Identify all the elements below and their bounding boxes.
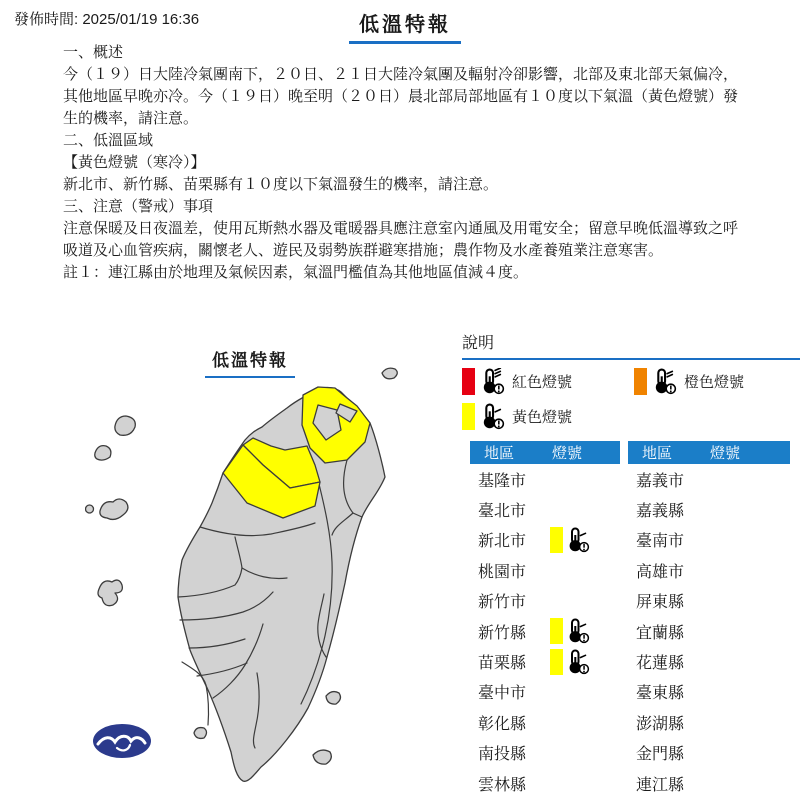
section2-heading: 二、低溫區域 bbox=[63, 132, 154, 149]
table-row bbox=[628, 464, 790, 494]
region-label: 南投縣 bbox=[478, 746, 527, 764]
table-row bbox=[470, 494, 620, 524]
section3-body: 注意保暖及日夜溫差，使用瓦斯熱水器及電暖器具應注意室內通風及用電安全；留意早晚低溫導致之呼吸道及心血管疾病，關懷老人、遊民及弱勢族群避寒措施；農作物及水產養殖業注意寒害。 bbox=[63, 220, 739, 259]
page-title: 低溫特報 bbox=[349, 8, 461, 44]
green-island bbox=[326, 692, 340, 705]
table-row bbox=[470, 677, 620, 707]
section2-body: 新北市、新竹縣、苗栗縣有１０度以下氣溫發生的機率，請注意。 bbox=[63, 176, 499, 193]
table-row bbox=[628, 677, 790, 707]
region-table-left bbox=[470, 441, 620, 798]
yellow-signal-swatch bbox=[550, 649, 563, 675]
region-label: 彰化縣 bbox=[478, 715, 527, 733]
signal-cell bbox=[550, 527, 590, 553]
section3-heading: 三、注意（警戒）事項 bbox=[63, 198, 214, 215]
region-label: 臺東縣 bbox=[636, 685, 685, 703]
region-label: 金門縣 bbox=[636, 746, 685, 764]
region-label: 花蓮縣 bbox=[636, 655, 685, 673]
taiwan-map bbox=[85, 330, 455, 810]
legend-item-red-signal bbox=[462, 367, 634, 395]
legend-heading: 說明 bbox=[462, 330, 800, 360]
cwb-logo bbox=[93, 724, 151, 758]
region-label: 臺南市 bbox=[636, 533, 685, 551]
thermometer-icon bbox=[650, 368, 677, 395]
table-row bbox=[470, 738, 620, 768]
column-signal: 燈號 bbox=[552, 445, 583, 462]
region-label: 臺中市 bbox=[478, 685, 527, 703]
region-label: 新竹市 bbox=[478, 594, 527, 612]
thermometer-icon bbox=[478, 403, 505, 430]
yellow-signal-swatch bbox=[550, 618, 563, 644]
legend-item-label: 橙色燈號 bbox=[684, 373, 745, 391]
yellow-signal-swatch bbox=[462, 403, 475, 430]
region-label: 嘉義縣 bbox=[636, 503, 685, 521]
section2-subheading: 【黃色燈號（寒冷）】 bbox=[63, 154, 206, 171]
legend-panel bbox=[462, 330, 800, 798]
region-label: 屏東縣 bbox=[636, 594, 685, 612]
signal-cell bbox=[550, 618, 590, 644]
table-row bbox=[628, 555, 790, 585]
table-header bbox=[470, 441, 620, 464]
table-row bbox=[470, 616, 620, 646]
region-label: 基隆市 bbox=[478, 472, 527, 490]
table-row bbox=[628, 586, 790, 616]
table-row bbox=[628, 616, 790, 646]
region-label: 連江縣 bbox=[636, 776, 685, 794]
column-region: 地區 bbox=[484, 445, 515, 462]
region-label: 新竹縣 bbox=[478, 624, 527, 642]
table-row bbox=[628, 707, 790, 737]
map-title: 低溫特報 bbox=[205, 346, 295, 378]
region-label: 新北市 bbox=[478, 533, 527, 551]
thermometer-icon bbox=[564, 649, 590, 675]
kinmen-islet bbox=[86, 505, 94, 513]
region-label: 澎湖縣 bbox=[636, 715, 685, 733]
legend-item-label: 黃色燈號 bbox=[512, 408, 573, 426]
table-row bbox=[628, 646, 790, 676]
table-header bbox=[628, 441, 790, 464]
region-label: 臺北市 bbox=[478, 503, 527, 521]
table-row bbox=[470, 586, 620, 616]
orchid-island bbox=[313, 750, 331, 764]
table-row bbox=[470, 707, 620, 737]
thermometer-icon bbox=[564, 618, 590, 644]
region-label: 高雄市 bbox=[636, 563, 685, 581]
published-time: 發佈時間: 2025/01/19 16:36 bbox=[14, 11, 200, 28]
thermometer-icon bbox=[478, 368, 505, 395]
region-table-right bbox=[628, 441, 790, 798]
table-row bbox=[470, 646, 620, 676]
advisory-text bbox=[63, 42, 749, 284]
region-label: 桃園市 bbox=[478, 563, 527, 581]
signal-cell bbox=[550, 649, 590, 675]
table-row bbox=[470, 464, 620, 494]
thermometer-icon bbox=[564, 527, 590, 553]
legend-item-yellow-signal bbox=[462, 402, 634, 430]
table-row bbox=[470, 555, 620, 585]
penghu-islands bbox=[98, 580, 122, 606]
section1-heading: 一、概述 bbox=[63, 44, 124, 61]
table-row bbox=[470, 768, 620, 798]
section1-body: 今（１９）日大陸冷氣團南下，２０日、２１日大陸冷氣團及輻射冷卻影響，北部及東北部天氣偏冷，其他地區早晚亦冷。今（１９日）晚至明（２０日）晨北部局部地區有１０度以下氣溫（黃色燈號）發生的機率，請注意。 bbox=[63, 66, 739, 127]
column-signal: 燈號 bbox=[710, 445, 741, 462]
table-row bbox=[470, 525, 620, 555]
turtle-island bbox=[382, 368, 397, 379]
region-label: 雲林縣 bbox=[478, 776, 527, 794]
matsu-island-south bbox=[95, 446, 111, 460]
yellow-signal-swatch bbox=[550, 527, 563, 553]
region-label: 嘉義市 bbox=[636, 472, 685, 490]
legend-items bbox=[462, 367, 800, 430]
advisory-note: 註１：連江縣由於地理及氣候因素，氣溫門檻值為其他地區值減４度。 bbox=[63, 264, 529, 281]
orange-signal-swatch bbox=[634, 368, 647, 395]
table-row bbox=[628, 738, 790, 768]
column-region: 地區 bbox=[642, 445, 673, 462]
legend-item-label: 紅色燈號 bbox=[512, 373, 573, 391]
taiwan-map-panel bbox=[85, 330, 455, 810]
matsu-island-north bbox=[115, 416, 135, 435]
red-signal-swatch bbox=[462, 368, 475, 395]
legend-item-orange-signal bbox=[634, 367, 800, 395]
table-row bbox=[628, 525, 790, 555]
region-label: 苗栗縣 bbox=[478, 655, 527, 673]
region-tables bbox=[462, 441, 800, 798]
table-row bbox=[628, 768, 790, 798]
kinmen-island bbox=[100, 499, 128, 519]
region-label: 宜蘭縣 bbox=[636, 624, 685, 642]
liuqiu-islet bbox=[194, 728, 207, 739]
table-row bbox=[628, 494, 790, 524]
